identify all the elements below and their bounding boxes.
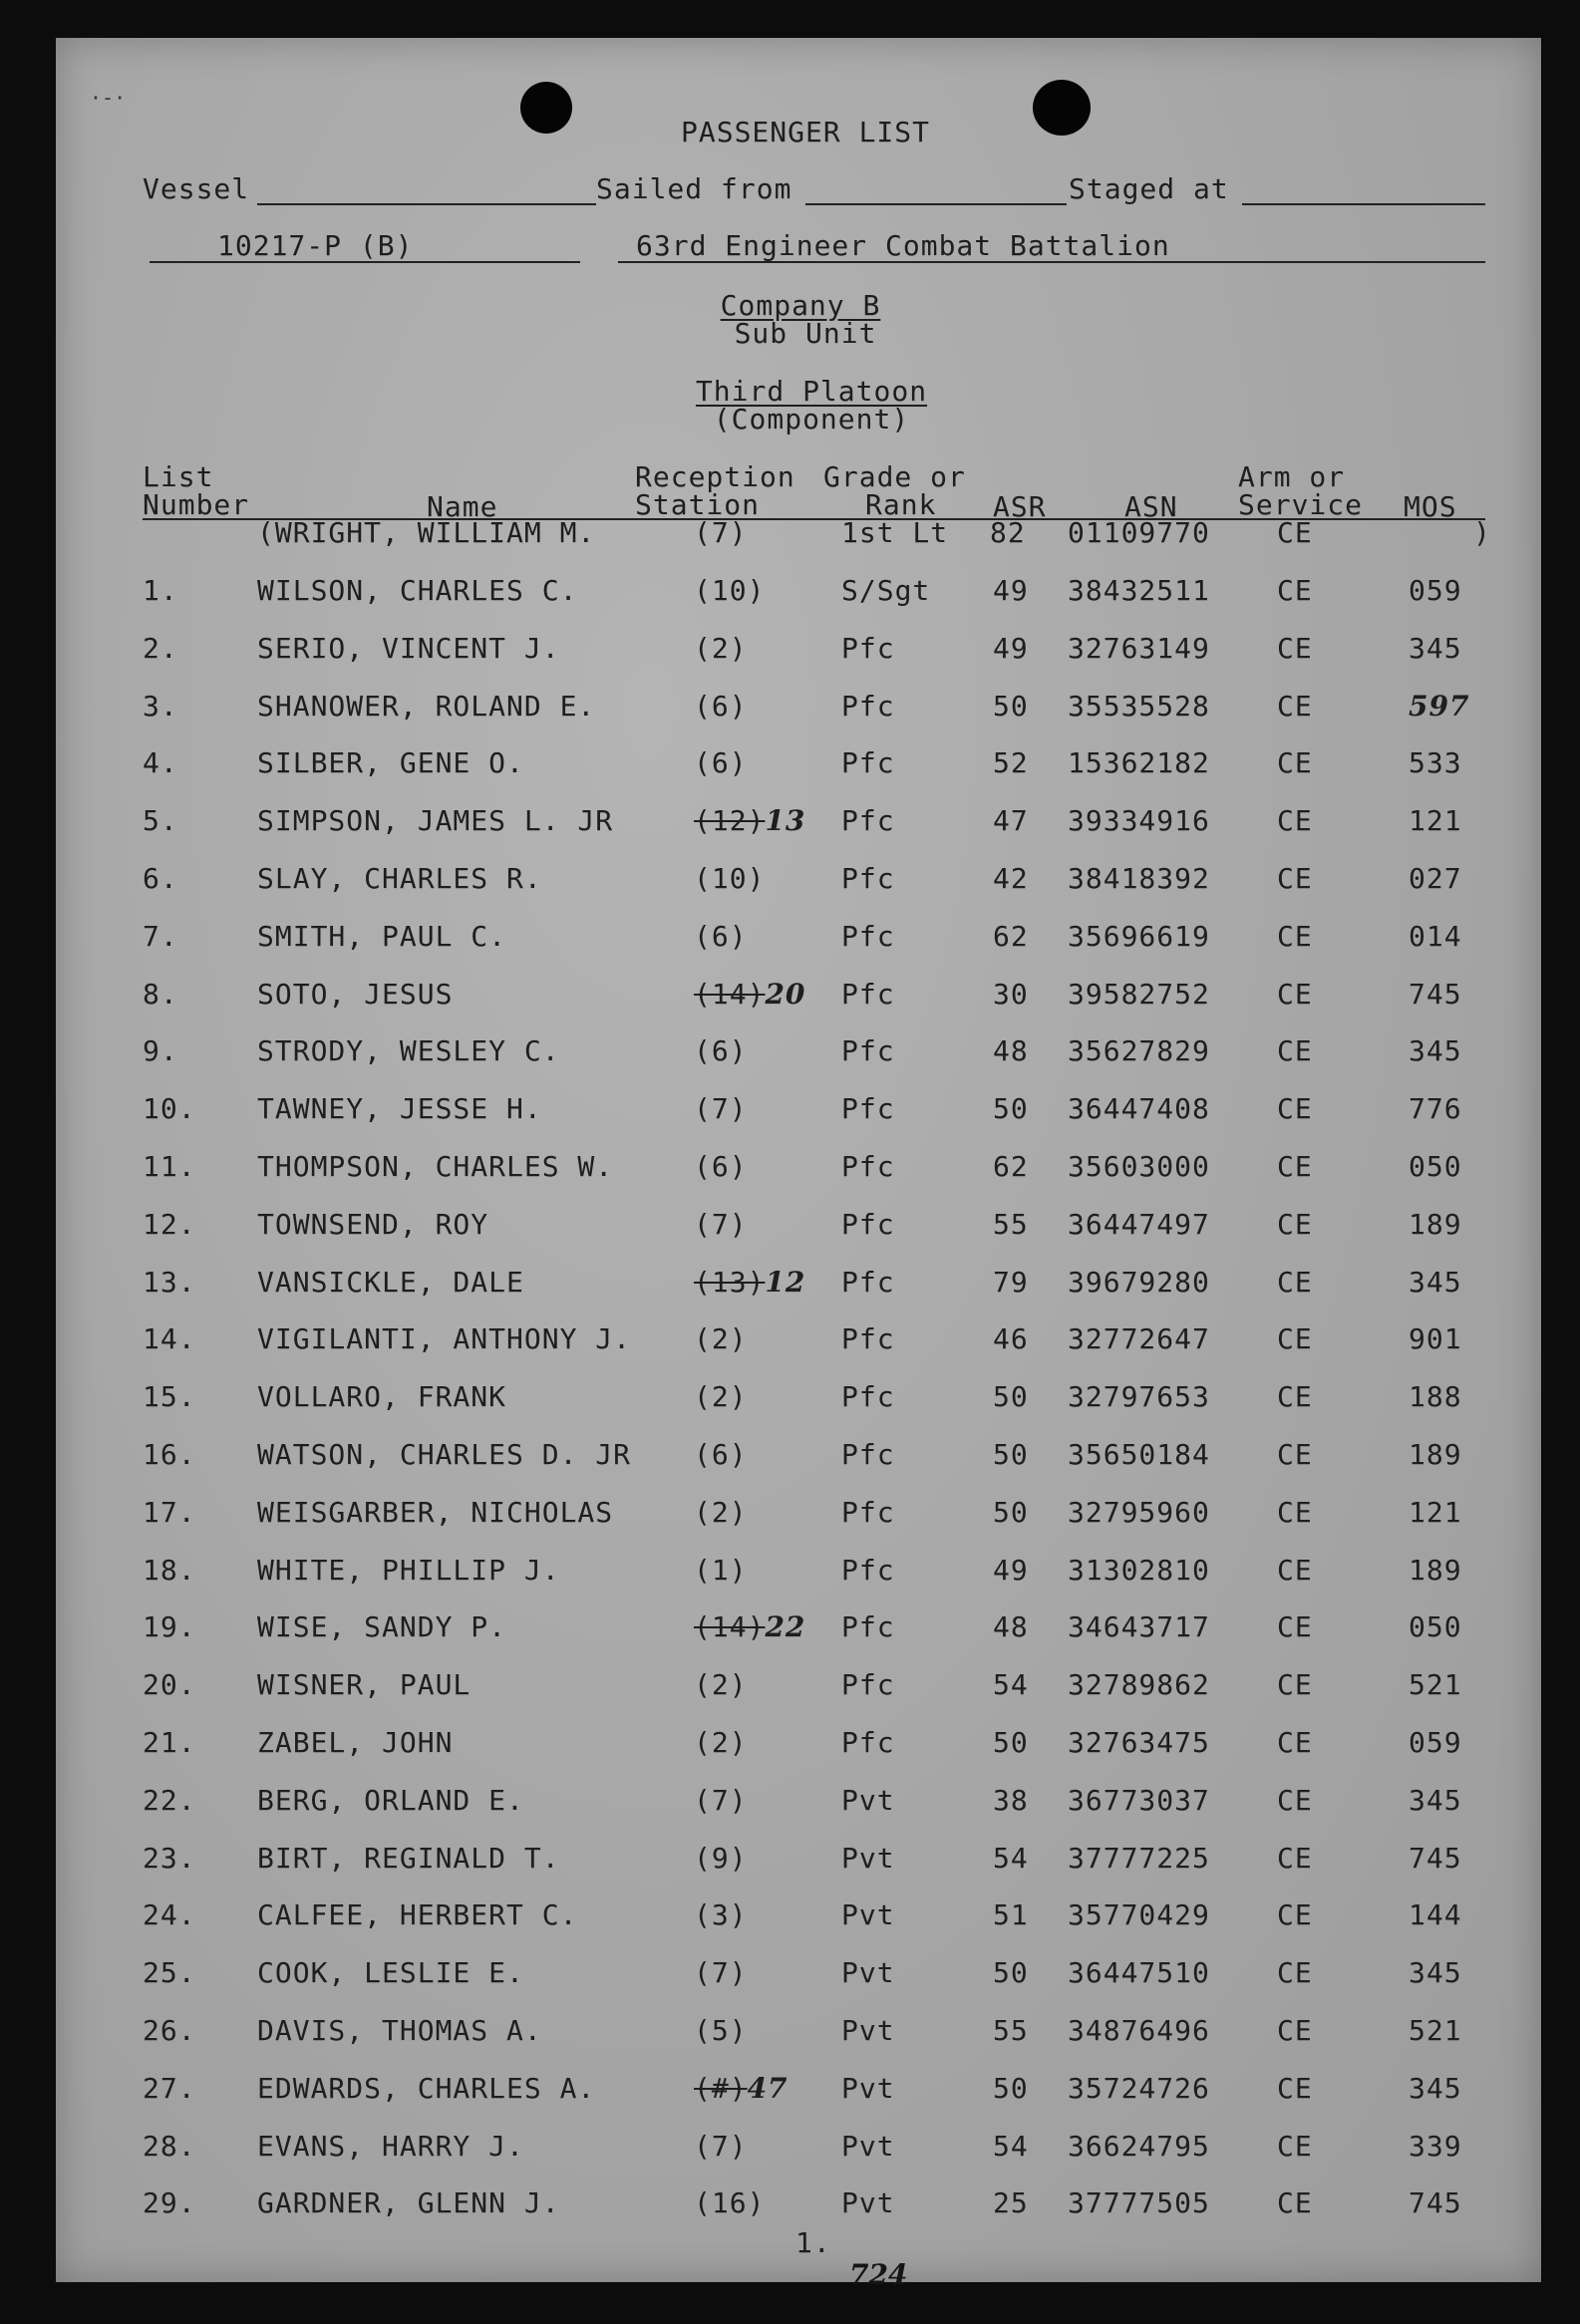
row-name: WILSON, CHARLES C. (257, 574, 578, 607)
row-mos: 533 (1409, 746, 1462, 779)
row-mos: 189 (1409, 1554, 1462, 1587)
row-asr: 62 (993, 1150, 1029, 1183)
row-mos: 339 (1409, 2130, 1462, 2163)
row-asn: 35696619 (1068, 920, 1210, 953)
row-number: 3. (143, 690, 178, 723)
row-mos: 521 (1409, 1668, 1462, 1701)
row-rank: Pfc (841, 1322, 895, 1355)
row-rank: Pfc (841, 1266, 895, 1299)
row-arm: CE (1277, 804, 1313, 837)
row-asn: 35535528 (1068, 690, 1210, 723)
row-station: (12)13 (694, 804, 806, 837)
row-name: GARDNER, GLENN J. (257, 2186, 560, 2219)
row-name: WATSON, CHARLES D. JR (257, 1438, 632, 1471)
row-rank: Pvt (841, 2072, 895, 2105)
row-station: (6) (694, 920, 748, 953)
row-station: (7) (694, 1956, 748, 1989)
row-rank: Pfc (841, 1438, 895, 1471)
row-rank: Pfc (841, 804, 895, 837)
row-station: (6) (694, 1034, 748, 1067)
row-arm: CE (1277, 1726, 1313, 1759)
row-mos: 745 (1409, 978, 1462, 1011)
row-asn: 31302810 (1068, 1554, 1210, 1587)
row-number: 27. (143, 2072, 196, 2105)
col-reception-1: Reception (635, 460, 795, 493)
handwritten-page-ref: 724 (849, 2258, 908, 2291)
row-mos: 345 (1409, 1784, 1462, 1817)
row-arm: CE (1277, 1610, 1313, 1643)
row-name: COOK, LESLIE E. (257, 1956, 524, 1989)
corner-mark: ·-· (90, 86, 127, 110)
row-rank: Pvt (841, 1956, 895, 1989)
row-arm: CE (1277, 746, 1313, 779)
row-asr: 48 (993, 1610, 1029, 1643)
row-mos: 050 (1409, 1150, 1462, 1183)
row-number: 26. (143, 2014, 196, 2047)
row-station: (2) (694, 1496, 748, 1529)
row-name: WEISGARBER, NICHOLAS (257, 1496, 614, 1529)
row-arm: CE (1277, 1150, 1313, 1183)
row-name: SHANOWER, ROLAND E. (257, 690, 596, 723)
row-mos: 027 (1409, 862, 1462, 895)
officer-station: (7) (694, 516, 748, 549)
col-asn: ASN (1124, 490, 1178, 523)
row-station: (2) (694, 1668, 748, 1701)
row-arm: CE (1277, 1438, 1313, 1471)
row-mos: 745 (1409, 2186, 1462, 2219)
row-station: (6) (694, 1438, 748, 1471)
row-asr: 46 (993, 1322, 1029, 1355)
row-asn: 32772647 (1068, 1322, 1210, 1355)
row-asn: 35627829 (1068, 1034, 1210, 1067)
row-asn: 35724726 (1068, 2072, 1210, 2105)
row-name: EDWARDS, CHARLES A. (257, 2072, 596, 2105)
sailed-from-label: Sailed from (596, 172, 792, 205)
officer-asr: 82 (990, 516, 1026, 549)
row-station: (5) (694, 2014, 748, 2047)
row-asn: 32789862 (1068, 1668, 1210, 1701)
row-number: 6. (143, 862, 178, 895)
row-station: (14)20 (694, 978, 806, 1011)
row-asr: 49 (993, 1554, 1029, 1587)
row-arm: CE (1277, 1496, 1313, 1529)
row-mos: 188 (1409, 1380, 1462, 1413)
row-station: (7) (694, 1208, 748, 1241)
col-arm-1: Arm or (1238, 460, 1346, 493)
row-name: BIRT, REGINALD T. (257, 1842, 560, 1875)
vessel-blank (257, 203, 596, 205)
row-arm: CE (1277, 632, 1313, 665)
row-station: (7) (694, 1092, 748, 1125)
row-asr: 50 (993, 2072, 1029, 2105)
row-number: 5. (143, 804, 178, 837)
row-arm: CE (1277, 2186, 1313, 2219)
row-number: 28. (143, 2130, 196, 2163)
row-name: SILBER, GENE O. (257, 746, 524, 779)
row-number: 25. (143, 1956, 196, 1989)
row-station: (2) (694, 1726, 748, 1759)
row-number: 8. (143, 978, 178, 1011)
row-asn: 34876496 (1068, 2014, 1210, 2047)
row-name: BERG, ORLAND E. (257, 1784, 524, 1817)
row-rank: Pfc (841, 1092, 895, 1125)
row-station: (9) (694, 1842, 748, 1875)
row-number: 24. (143, 1898, 196, 1931)
row-asr: 50 (993, 1496, 1029, 1529)
row-arm: CE (1277, 2072, 1313, 2105)
company: Company B (720, 289, 881, 322)
row-asr: 30 (993, 978, 1029, 1011)
row-name: THOMPSON, CHARLES W. (257, 1150, 614, 1183)
row-number: 16. (143, 1438, 196, 1471)
row-mos: 345 (1409, 1266, 1462, 1299)
row-mos: 189 (1409, 1438, 1462, 1471)
row-rank: Pvt (841, 1898, 895, 1931)
row-arm: CE (1277, 574, 1313, 607)
row-asn: 36773037 (1068, 1784, 1210, 1817)
row-asr: 54 (993, 2130, 1029, 2163)
row-mos: 144 (1409, 1898, 1462, 1931)
row-station: (10) (694, 574, 766, 607)
row-station: (16) (694, 2186, 766, 2219)
row-asn: 38432511 (1068, 574, 1210, 607)
row-station: (2) (694, 1322, 748, 1355)
row-asn: 34643717 (1068, 1610, 1210, 1643)
officer-asn: 01109770 (1068, 516, 1210, 549)
row-station: (13)12 (694, 1266, 806, 1299)
row-mos: 345 (1409, 2072, 1462, 2105)
row-rank: Pfc (841, 690, 895, 723)
row-mos: 059 (1409, 1726, 1462, 1759)
row-rank: Pfc (841, 1610, 895, 1643)
row-name: DAVIS, THOMAS A. (257, 2014, 542, 2047)
row-rank: Pfc (841, 920, 895, 953)
row-asn: 37777505 (1068, 2186, 1210, 2219)
row-name: TAWNEY, JESSE H. (257, 1092, 542, 1125)
sailed-from-blank (805, 203, 1067, 205)
row-asn: 35770429 (1068, 1898, 1210, 1931)
row-mos: 014 (1409, 920, 1462, 953)
col-grade-1: Grade or (823, 460, 966, 493)
unit-name-line (618, 261, 1485, 263)
row-asn: 15362182 (1068, 746, 1210, 779)
row-mos: 745 (1409, 1842, 1462, 1875)
row-asr: 42 (993, 862, 1029, 895)
row-station: (6) (694, 690, 748, 723)
row-mos: 521 (1409, 2014, 1462, 2047)
row-number: 20. (143, 1668, 196, 1701)
row-name: ZABEL, JOHN (257, 1726, 454, 1759)
row-asn: 36447510 (1068, 1956, 1210, 1989)
col-arm-2: Service (1238, 488, 1364, 521)
row-name: WISE, SANDY P. (257, 1610, 507, 1643)
staged-at-blank (1242, 203, 1485, 205)
row-asn: 37777225 (1068, 1842, 1210, 1875)
row-station: (2) (694, 1380, 748, 1413)
col-asr: ASR (993, 490, 1047, 523)
row-number: 21. (143, 1726, 196, 1759)
row-arm: CE (1277, 1784, 1313, 1817)
row-station: (6) (694, 1150, 748, 1183)
row-asn: 36447408 (1068, 1092, 1210, 1125)
row-name: CALFEE, HERBERT C. (257, 1898, 578, 1931)
row-mos: 189 (1409, 1208, 1462, 1241)
row-arm: CE (1277, 1842, 1313, 1875)
sub-unit: Sub Unit (734, 317, 877, 350)
row-rank: Pvt (841, 2130, 895, 2163)
row-rank: Pvt (841, 1784, 895, 1817)
row-arm: CE (1277, 1898, 1313, 1931)
row-asn: 32795960 (1068, 1496, 1210, 1529)
row-asr: 55 (993, 2014, 1029, 2047)
page-number: 1. (795, 2226, 831, 2259)
row-name: SIMPSON, JAMES L. JR (257, 804, 614, 837)
row-rank: Pvt (841, 2186, 895, 2219)
row-mos: 121 (1409, 1496, 1462, 1529)
row-arm: CE (1277, 1092, 1313, 1125)
row-station: (1) (694, 1554, 748, 1587)
row-rank: Pfc (841, 1208, 895, 1241)
row-asn: 39679280 (1068, 1266, 1210, 1299)
row-mos: 776 (1409, 1092, 1462, 1125)
row-name: VOLLARO, FRANK (257, 1380, 507, 1413)
row-asr: 79 (993, 1266, 1029, 1299)
row-asr: 55 (993, 1208, 1029, 1241)
row-asr: 49 (993, 632, 1029, 665)
col-list-number-1: List (143, 460, 214, 493)
row-rank: S/Sgt (841, 574, 931, 607)
row-name: WISNER, PAUL (257, 1668, 472, 1701)
row-asr: 50 (993, 1092, 1029, 1125)
row-number: 19. (143, 1610, 196, 1643)
row-station: (3) (694, 1898, 748, 1931)
punch-hole-left (520, 82, 572, 134)
row-rank: Pfc (841, 862, 895, 895)
row-arm: CE (1277, 2130, 1313, 2163)
row-number: 10. (143, 1092, 196, 1125)
row-arm: CE (1277, 1554, 1313, 1587)
row-asr: 47 (993, 804, 1029, 837)
row-number: 29. (143, 2186, 196, 2219)
row-arm: CE (1277, 1956, 1313, 1989)
col-mos: MOS (1404, 490, 1457, 523)
officer-rank: 1st Lt (841, 516, 949, 549)
row-asr: 48 (993, 1034, 1029, 1067)
row-arm: CE (1277, 1266, 1313, 1299)
unit-code: 10217-P (B) (217, 229, 414, 262)
row-number: 7. (143, 920, 178, 953)
row-number: 17. (143, 1496, 196, 1529)
row-rank: Pfc (841, 1150, 895, 1183)
row-asr: 50 (993, 1726, 1029, 1759)
row-mos: 121 (1409, 804, 1462, 837)
row-arm: CE (1277, 920, 1313, 953)
row-rank: Pfc (841, 1668, 895, 1701)
row-asn: 32797653 (1068, 1380, 1210, 1413)
row-station: (10) (694, 862, 766, 895)
row-name: SLAY, CHARLES R. (257, 862, 542, 895)
row-name: VIGILANTI, ANTHONY J. (257, 1322, 632, 1355)
row-name: TOWNSEND, ROY (257, 1208, 489, 1241)
page-title: PASSENGER LIST (680, 116, 931, 148)
row-number: 14. (143, 1322, 196, 1355)
row-arm: CE (1277, 978, 1313, 1011)
row-station: (7) (694, 2130, 748, 2163)
row-arm: CE (1277, 690, 1313, 723)
row-mos: 059 (1409, 574, 1462, 607)
row-rank: Pfc (841, 1726, 895, 1759)
row-asr: 54 (993, 1668, 1029, 1701)
row-asr: 50 (993, 690, 1029, 723)
row-asr: 52 (993, 746, 1029, 779)
row-asn: 36447497 (1068, 1208, 1210, 1241)
row-number: 12. (143, 1208, 196, 1241)
row-asn: 38418392 (1068, 862, 1210, 895)
row-arm: CE (1277, 1668, 1313, 1701)
row-arm: CE (1277, 1322, 1313, 1355)
row-number: 15. (143, 1380, 196, 1413)
row-name: VANSICKLE, DALE (257, 1266, 524, 1299)
officer-arm: CE (1277, 516, 1313, 549)
row-name: SMITH, PAUL C. (257, 920, 507, 953)
row-mos: 345 (1409, 1956, 1462, 1989)
row-station: (7) (694, 1784, 748, 1817)
row-number: 11. (143, 1150, 196, 1183)
row-station: (2) (694, 632, 748, 665)
col-name: Name (427, 490, 498, 523)
row-asn: 32763475 (1068, 1726, 1210, 1759)
row-mos: 597 (1409, 690, 1470, 723)
row-number: 18. (143, 1554, 196, 1587)
row-asr: 25 (993, 2186, 1029, 2219)
row-mos: 345 (1409, 1034, 1462, 1067)
row-arm: CE (1277, 1380, 1313, 1413)
row-asr: 54 (993, 1842, 1029, 1875)
row-mos: 901 (1409, 1322, 1462, 1355)
row-asn: 35650184 (1068, 1438, 1210, 1471)
row-mos: 050 (1409, 1610, 1462, 1643)
row-mos: 345 (1409, 632, 1462, 665)
row-asr: 49 (993, 574, 1029, 607)
staged-at-label: Staged at (1069, 172, 1229, 205)
row-number: 2. (143, 632, 178, 665)
row-number: 23. (143, 1842, 196, 1875)
row-arm: CE (1277, 1208, 1313, 1241)
row-arm: CE (1277, 862, 1313, 895)
col-reception-2: Station (635, 488, 761, 521)
row-rank: Pfc (841, 746, 895, 779)
row-rank: Pfc (841, 1034, 895, 1067)
row-arm: CE (1277, 2014, 1313, 2047)
row-rank: Pfc (841, 1496, 895, 1529)
row-rank: Pfc (841, 1380, 895, 1413)
unit-code-line (150, 261, 580, 263)
row-asn: 35603000 (1068, 1150, 1210, 1183)
vessel-label: Vessel (143, 172, 250, 205)
component: (Component) (713, 403, 910, 436)
row-number: 13. (143, 1266, 196, 1299)
row-name: SOTO, JESUS (257, 978, 454, 1011)
platoon: Third Platoon (695, 375, 928, 408)
row-asr: 50 (993, 1956, 1029, 1989)
row-number: 22. (143, 1784, 196, 1817)
col-list-number-2: Number (143, 488, 250, 521)
col-grade-2: Rank (865, 488, 937, 521)
row-station: (6) (694, 746, 748, 779)
row-number: 9. (143, 1034, 178, 1067)
row-name: STRODY, WESLEY C. (257, 1034, 560, 1067)
bracket-mark: ) (1473, 516, 1491, 549)
row-rank: Pvt (841, 2014, 895, 2047)
row-asr: 62 (993, 920, 1029, 953)
officer-name: (WRIGHT, WILLIAM M. (257, 516, 596, 549)
row-asr: 50 (993, 1438, 1029, 1471)
row-asn: 32763149 (1068, 632, 1210, 665)
row-asr: 38 (993, 1784, 1029, 1817)
row-rank: Pfc (841, 1554, 895, 1587)
row-station: (14)22 (694, 1610, 806, 1643)
row-rank: Pfc (841, 632, 895, 665)
row-station: (#)47 (694, 2072, 789, 2105)
row-name: SERIO, VINCENT J. (257, 632, 560, 665)
row-asn: 39334916 (1068, 804, 1210, 837)
row-asn: 39582752 (1068, 978, 1210, 1011)
row-rank: Pvt (841, 1842, 895, 1875)
row-asr: 50 (993, 1380, 1029, 1413)
row-asr: 51 (993, 1898, 1029, 1931)
row-asn: 36624795 (1068, 2130, 1210, 2163)
unit-name: 63rd Engineer Combat Battalion (636, 229, 1170, 262)
row-number: 1. (143, 574, 178, 607)
row-name: WHITE, PHILLIP J. (257, 1554, 560, 1587)
row-number: 4. (143, 746, 178, 779)
row-arm: CE (1277, 1034, 1313, 1067)
row-name: EVANS, HARRY J. (257, 2130, 524, 2163)
punch-hole-right (1033, 80, 1091, 136)
row-rank: Pfc (841, 978, 895, 1011)
